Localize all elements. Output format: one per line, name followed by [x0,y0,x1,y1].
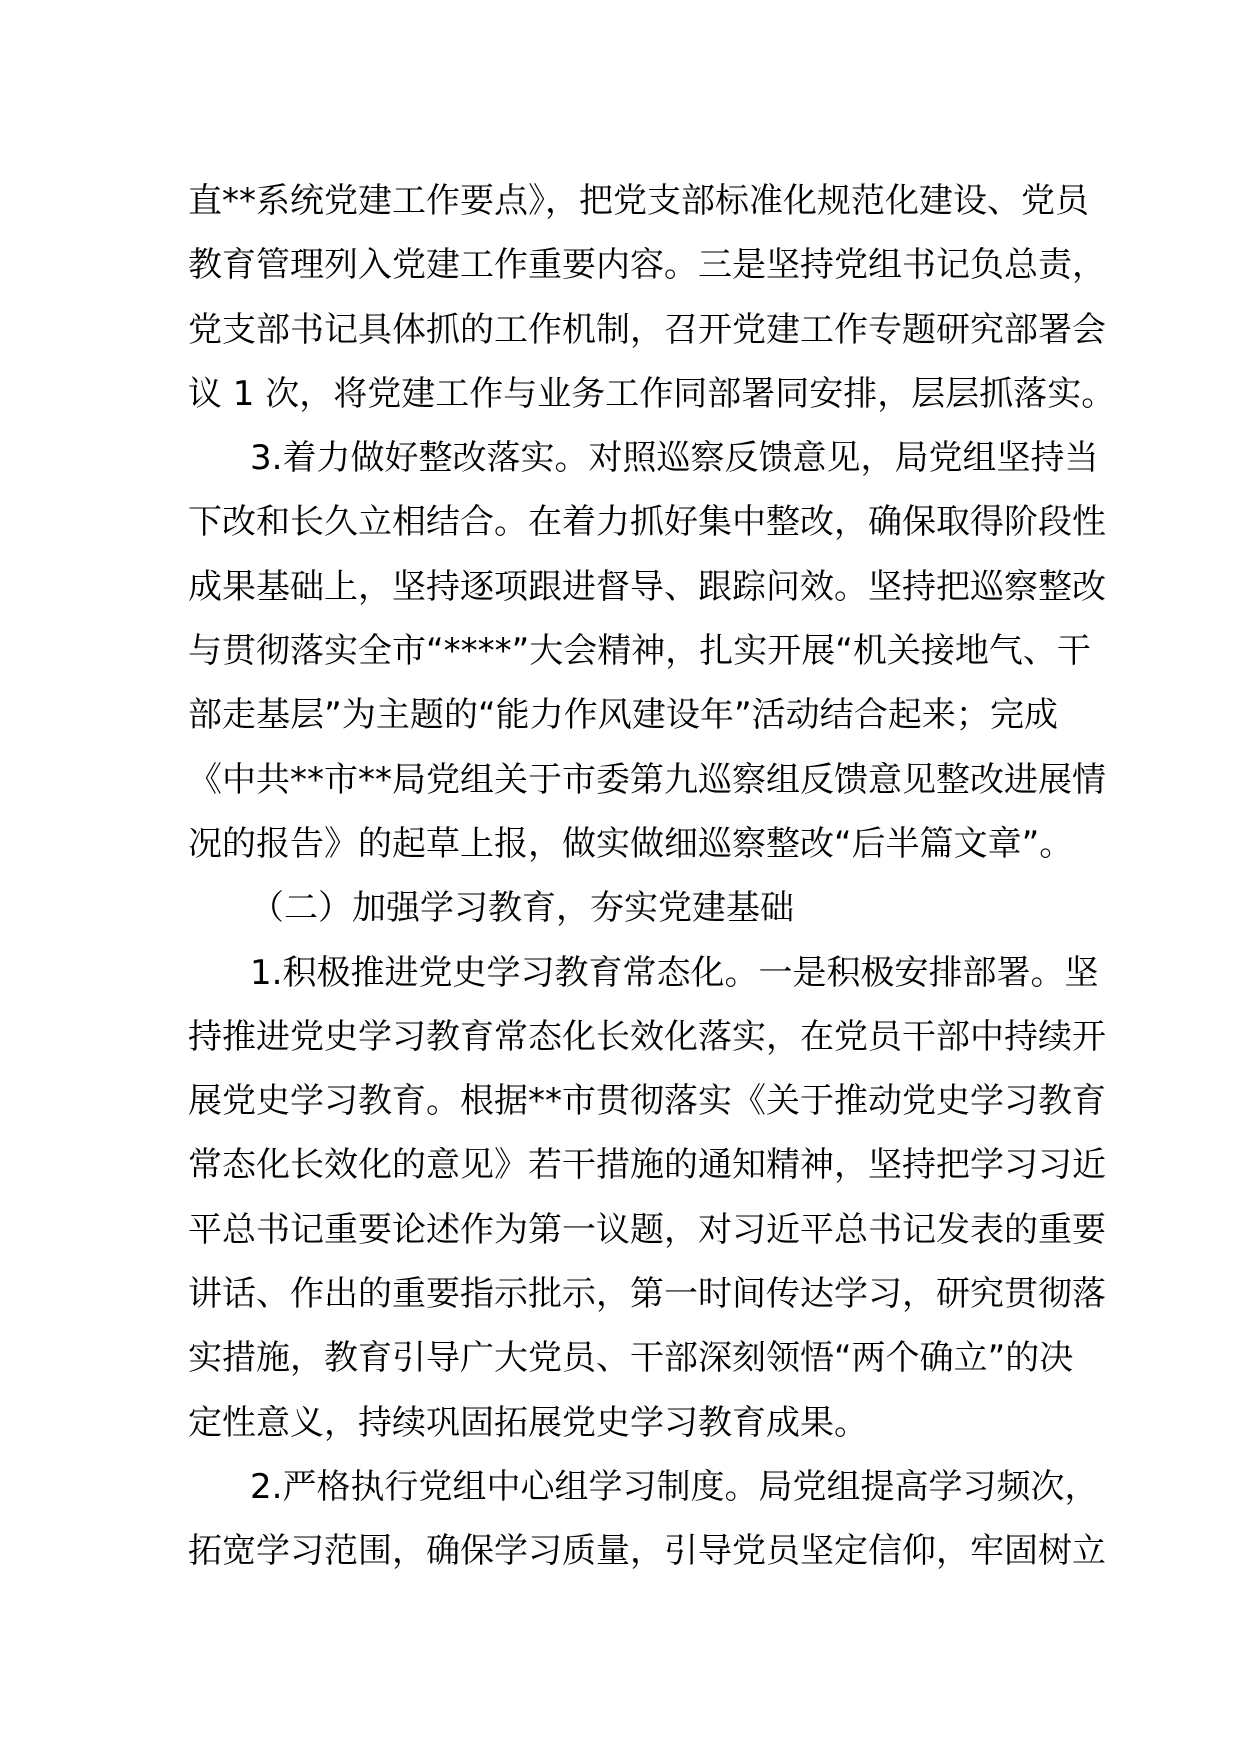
section-heading: （二）加强学习教育，夯实党建基础 [250,888,794,929]
text-line: 直**系统党建工作要点》，把党支部标准化规范化建设、党员 [188,181,1089,221]
text-line: 下改和长久立相结合。在着力抓好集中整改，确保取得阶段性 [188,502,1106,543]
text-line: 部走基层”为主题的“能力作风建设年”活动结合起来；完成 [188,695,1058,736]
paragraph-start-line: 1.积极推进党史学习教育常态化。一是积极安排部署。坚 [250,952,1099,993]
text-line: 持推进党史学习教育常态化长效化落实，在党员干部中持续开 [188,1016,1106,1057]
text-line: 讲话、作出的重要指示批示，第一时间传达学习，研究贯彻落 [188,1274,1106,1315]
text-line: 平总书记重要论述作为第一议题，对习近平总书记发表的重要 [188,1209,1106,1250]
document-body [188,169,1116,1584]
text-line: 议 1 次，将党建工作与业务工作同部署同安排，层层抓落实。 [188,373,1116,414]
text-line: 党支部书记具体抓的工作机制，召开党建工作专题研究部署会 [188,309,1106,350]
text-line: 况的报告》的起草上报，做实做细巡察整改“后半篇文章”。 [188,823,1074,864]
text-line: 拓宽学习范围，确保学习质量，引导党员坚定信仰，牢固树立 [188,1531,1106,1572]
paragraph-start-line: 2.严格执行党组中心组学习制度。局党组提高学习频次， [250,1466,1099,1507]
text-line: 《中共**市**局党组关于市委第九巡察组反馈意见整改进展情 [188,759,1106,800]
paragraph-start-line: 3.着力做好整改落实。对照巡察反馈意见，局党组坚持当 [250,438,1099,479]
text-line: 常态化长效化的意见》若干措施的通知精神，坚持把学习习近 [188,1145,1106,1186]
text-line: 教育管理列入党建工作重要内容。三是坚持党组书记负总责， [188,245,1106,286]
text-line: 定性意义，持续巩固拓展党史学习教育成果。 [188,1402,868,1443]
text-line: 与贯彻落实全市“****”大会精神，扎实开展“机关接地气、干 [188,631,1091,672]
text-line: 实措施，教育引导广大党员、干部深刻领悟“两个确立”的决 [188,1338,1074,1379]
text-line: 成果基础上，坚持逐项跟进督导、跟踪问效。坚持把巡察整改 [188,566,1106,607]
text-line: 展党史学习教育。根据**市贯彻落实《关于推动党史学习教育 [188,1081,1106,1122]
